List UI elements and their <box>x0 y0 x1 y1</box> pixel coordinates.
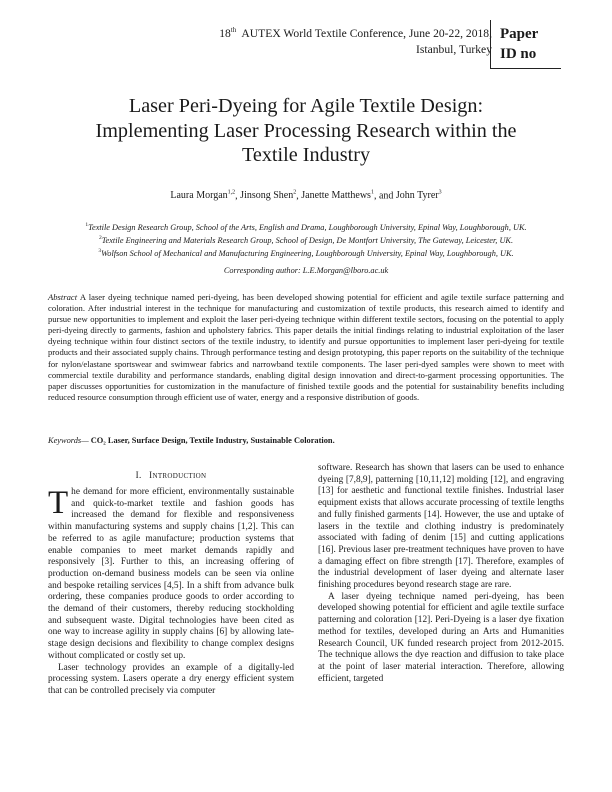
keywords-value: CO₂ Laser, Surface Design, Textile Industry, Sustainable Coloration. <box>90 436 335 445</box>
title-line2: Implementing Laser Processing Research within the <box>95 119 517 142</box>
keywords-label: Keywords— <box>48 436 89 445</box>
paper-label: Paper <box>500 26 539 42</box>
paragraph: software. Research has shown that lasers can be used to enhance dyeing [7,8,9], patterning [10,11,12] molding [12], and engraving [13] for aesthetic and functional textile finishes. Industrial laser equipment exists that allows accurate processing of textile lengths and fully finished garments [14]. However, the use and uptake of lasers in the textile and clothing industry is predominately associated with fading of denim [15] and cutting applications [16]. Previous laser pre-treatment techniques have proven to have a damaging effect on fibre strength [17]. Therefore, examples of the industrial development of laser dyeing and alternate laser finishing procedures beyond research stage are rare. <box>318 463 564 591</box>
section-heading: I. INTRODUCTION <box>135 470 207 480</box>
affiliation: $^3$Wolfson School of Mechanical and Manufacturing Engineering, Loughborough University, Epinal Way, Loughborough, UK. <box>98 247 514 258</box>
affiliation: $^2$Textile Engineering and Materials Research Group, School of Design, De Montfort University, The Gateway, Leicester, UK. <box>98 234 514 245</box>
paragraph: The demand for more efficient, environmentally sustainable and quick-to-market textile and fashion goods has increased the demand for flexible and responsiveness within manufacturing systems and supply chains [1,2]. This can be referred to as agile manufacture; production systems that enable companies to meet market demands rapidly and responsively [3]. Further to this, an increasing offering of production on-demand business models can be seen via online and bespoke retailing services [4,5]. In a shift from advance bulk ordering, these companies produce goods to order according to the demand of their customers, thereby reducing stockholding and subsequent waste. Digital technologies have been cited as one way to increase agility in supply chains [6] by allowing late-stage design decisions and flexibility to change complex designs without complicated or costly set up. <box>48 485 294 661</box>
conference-line2: Istanbul, Turkey <box>415 43 492 56</box>
column-left <box>48 487 294 698</box>
corresponding-author: Corresponding author: L.E.Morgan@lboro.ac.uk <box>223 266 389 275</box>
affiliations <box>50 220 562 258</box>
author: Jinsong Shen$^2$ <box>240 190 297 202</box>
conference-ordinal: 18 <box>219 27 231 40</box>
title-line3: Textile Industry <box>241 144 371 166</box>
conference-header <box>132 26 492 58</box>
abstract <box>48 292 564 403</box>
id-label: ID no <box>500 46 537 62</box>
drop-cap: T <box>48 485 69 521</box>
author: Laura Morgan$^{1,2}$ <box>170 190 236 202</box>
title-line1: Laser Peri-Dyeing for Agile Textile Design: <box>128 95 484 117</box>
author-list: Laura Morgan$^{1,2}$, Jinsong Shen$^2$, Janette Matthews$^1$, and John Tyrer$^3$ <box>170 190 442 202</box>
paragraph: A laser dyeing technique named peri-dyeing, has been developed showing potential for efficient and agile textile surface patterning and coloration [12]. Peri-Dyeing is a laser dye fixation method for textiles, developed during an Arts and Humanities Research Council, UK funded research project from 2012-2015. The technique allows the dye reaction and diffusion to take place at the point of laser material interaction. Therefore, allowing efficient, targeted <box>318 591 564 684</box>
paper-id-box <box>490 20 561 69</box>
conference-line1: AUTEX World Textile Conference, June 20-22, 2018, <box>241 27 492 40</box>
paragraph: Laser technology provides an example of a digitally-led processing system. Lasers operate a dry energy efficient system that can be controlled precisely via computer <box>48 662 294 696</box>
keywords <box>48 436 564 445</box>
column-right <box>318 463 564 685</box>
ordinal-suffix: th <box>230 26 237 35</box>
author: John Tyrer$^3$ <box>395 190 442 202</box>
abstract-text: A laser dyeing technique named peri-dyeing, has been developed showing potential for efficient and agile textile surface patterning and coloration. After industrial interest in the technique for manufacturing and customization of textile products, this research aimed to identify and pursue new opportunities to implement and exploit the laser peri-dyeing technique within different textile sectors, focusing on the potential to apply peri-dyeing directly to garments, fashion and upholstery fabrics. This paper details the initial findings relating to industrial exploitation of the laser dyeing technique within four distinct sectors of the textile industry, to identify and pursue opportunities to implement laser peri-dyeing for textile products and their associated supply chains. Through performance testing and design prototyping, this paper reports on the suitability of the technique for nylon/elastane sportswear and swimwear fabrics and narrowband textile components. The laser peri-dyed samples were shown to meet with commercial textile durability and performance standards, enabling digital design innovation and direct-to-garment processing opportunities. The paper discusses opportunities for customization in the manufacture of finished textile goods and the potential for sustainability benefits including reduced resource consumption through efficient use of water, energy and a responsive distribution of goods. <box>48 292 564 402</box>
abstract-label: Abstract <box>48 292 78 302</box>
author: Janette Matthews$^1$ <box>301 190 374 202</box>
paper-title <box>50 94 562 168</box>
affiliation: $^1$Textile Design Research Group, School of the Arts, English and Drama, Loughborough University, Epinal Way, Loughborough, UK. <box>85 222 527 232</box>
